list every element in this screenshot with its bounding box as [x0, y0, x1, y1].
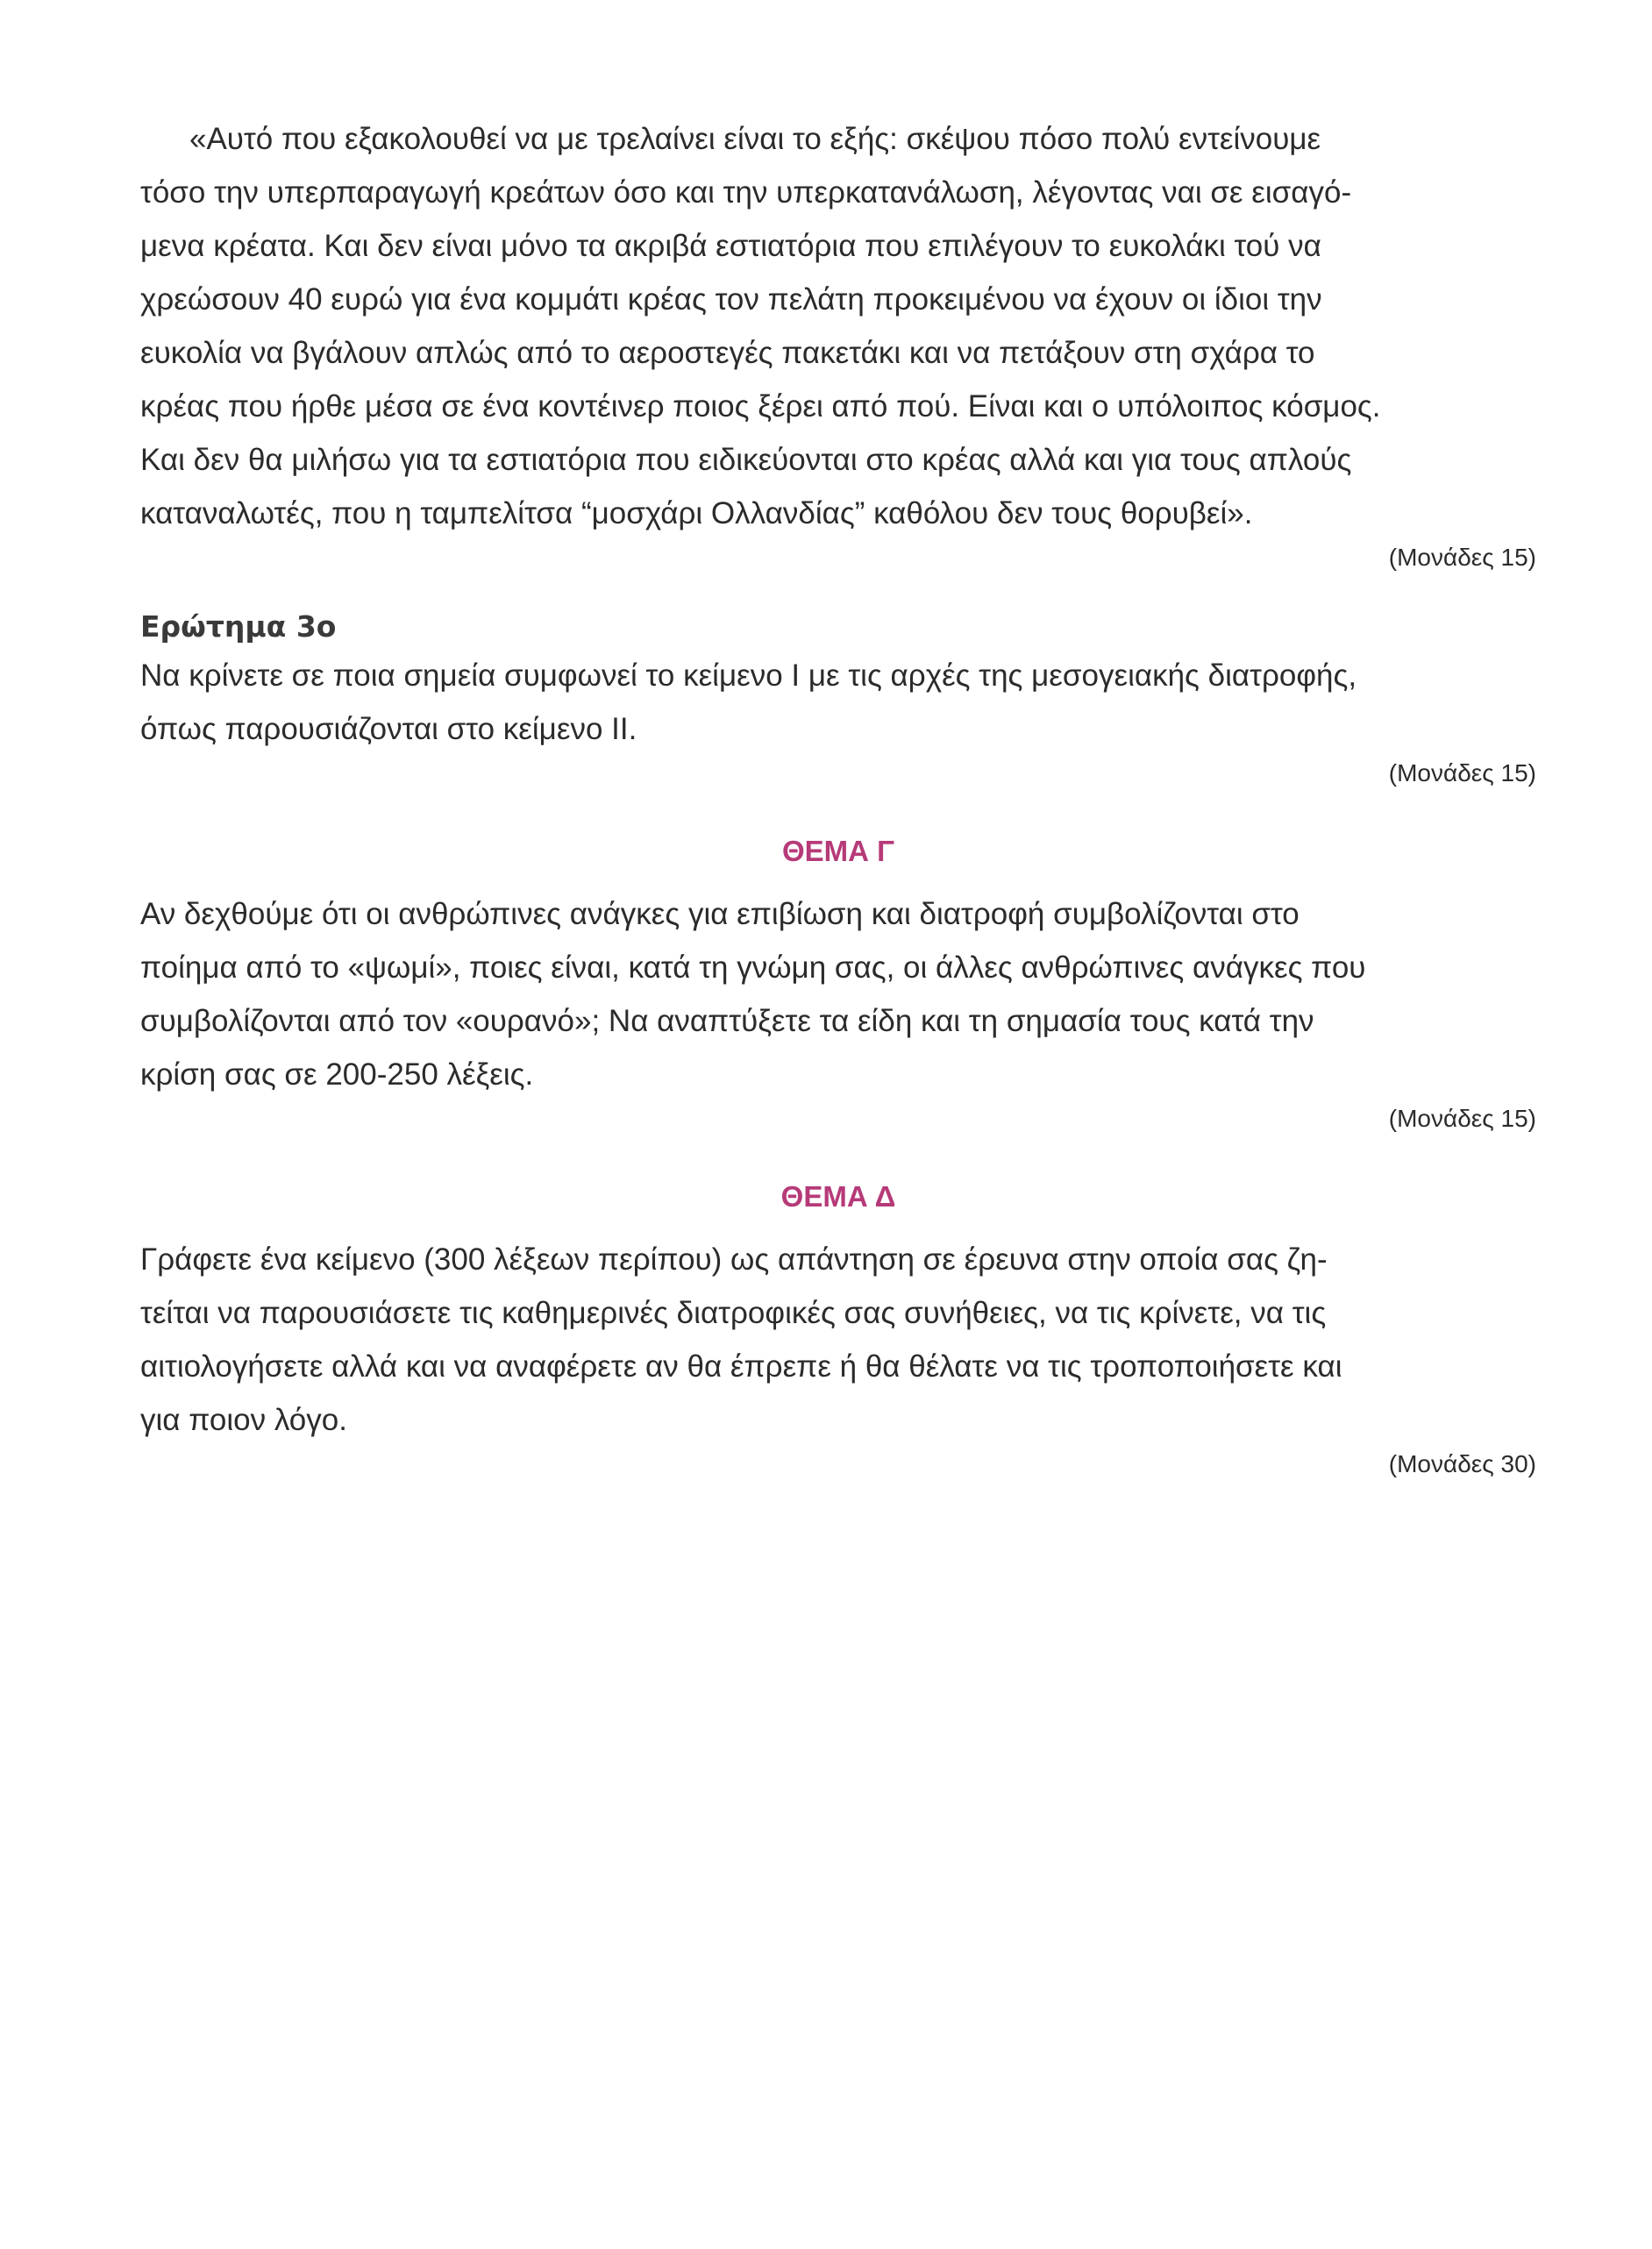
theme-d-section	[140, 1175, 1536, 1482]
theme-c-section	[140, 829, 1536, 1136]
theme-d-line: Γράφετε ένα κείμενο (300 λέξεων περίπου) ως απάντηση σε έρευνα στην οποία σας ζη-	[140, 1242, 1328, 1277]
theme-c-title: ΘΕΜΑ Γ	[781, 835, 894, 867]
quote-line: καταναλωτές, που η ταμπελίτσα “μοσχάρι Ολλανδίας” καθόλου δεν τους θορυβεί».	[140, 496, 1253, 530]
quote-section	[140, 112, 1536, 575]
theme-c-line: ποίημα από το «ψωμί», ποιες είναι, κατά τη γνώμη σας, οι άλλες ανθρώπινες ανάγκες που	[140, 950, 1366, 985]
theme-d-title: ΘΕΜΑ Δ	[780, 1180, 896, 1213]
question3-line: όπως παρουσιάζονται στο κείμενο ΙΙ.	[140, 712, 637, 746]
theme-c-line: συμβολίζονται από τον «ουρανό»; Να αναπτύξετε τα είδη και τη σημασία τους κατά την	[140, 1004, 1314, 1038]
quote-line: τόσο την υπερπαραγωγή κρεάτων όσο και την υπερκατανάλωση, λέγοντας ναι σε εισαγό-	[140, 175, 1352, 210]
question3-points: (Μονάδες 15)	[1388, 759, 1536, 786]
theme-d-points: (Μονάδες 30)	[1388, 1450, 1536, 1477]
quote-line: Και δεν θα μιλήσω για τα εστιατόρια που ειδικεύονται στο κρέας αλλά και για τους απλούς	[140, 443, 1352, 477]
quote-line: «Αυτό που εξακολουθεί να με τρελαίνει είναι το εξής: σκέψου πόσο πολύ εντείνουμε	[189, 122, 1321, 156]
question3-line: Να κρίνετε σε ποια σημεία συμφωνεί το κείμενο Ι με τις αρχές της μεσογειακής διατροφής,	[140, 658, 1357, 693]
quote-line: χρεώσουν 40 ευρώ για ένα κομμάτι κρέας τον πελάτη προκειμένου να έχουν οι ίδιοι την	[140, 282, 1322, 317]
theme-d-line: αιτιολογήσετε αλλά και να αναφέρετε αν θα έπρεπε ή θα θέλατε να τις τροποποιήσετε και	[140, 1349, 1342, 1384]
quote-line: ευκολία να βγάλουν απλώς από το αεροστεγές πακετάκι και να πετάξουν στη σχάρα το	[140, 336, 1315, 370]
quote-points: (Μονάδες 15)	[1388, 544, 1536, 571]
theme-d-line: τείται να παρουσιάσετε τις καθημερινές διατροφικές σας συνήθειες, να τις κρίνετε, να τις	[140, 1296, 1327, 1330]
theme-c-line: Αν δεχθούμε ότι οι ανθρώπινες ανάγκες για επιβίωση και διατροφή συμβολίζονται στο	[140, 897, 1300, 931]
question3-title: Ερώτημα 3ο	[140, 609, 337, 644]
theme-c-line: κρίση σας σε 200-250 λέξεις.	[140, 1057, 534, 1092]
question3-section	[140, 605, 1536, 791]
quote-line: κρέας που ήρθε μέσα σε ένα κοντέινερ ποιος ξέρει από πού. Είναι και ο υπόλοιπος κόσμος.	[140, 389, 1381, 423]
page-content	[140, 112, 1536, 1482]
theme-c-points: (Μονάδες 15)	[1388, 1105, 1536, 1132]
theme-d-line: για ποιον λόγο.	[140, 1403, 347, 1437]
quote-line: μενα κρέατα. Και δεν είναι μόνο τα ακριβά εστιατόρια που επιλέγουν το ευκολάκι τού να	[140, 229, 1321, 263]
